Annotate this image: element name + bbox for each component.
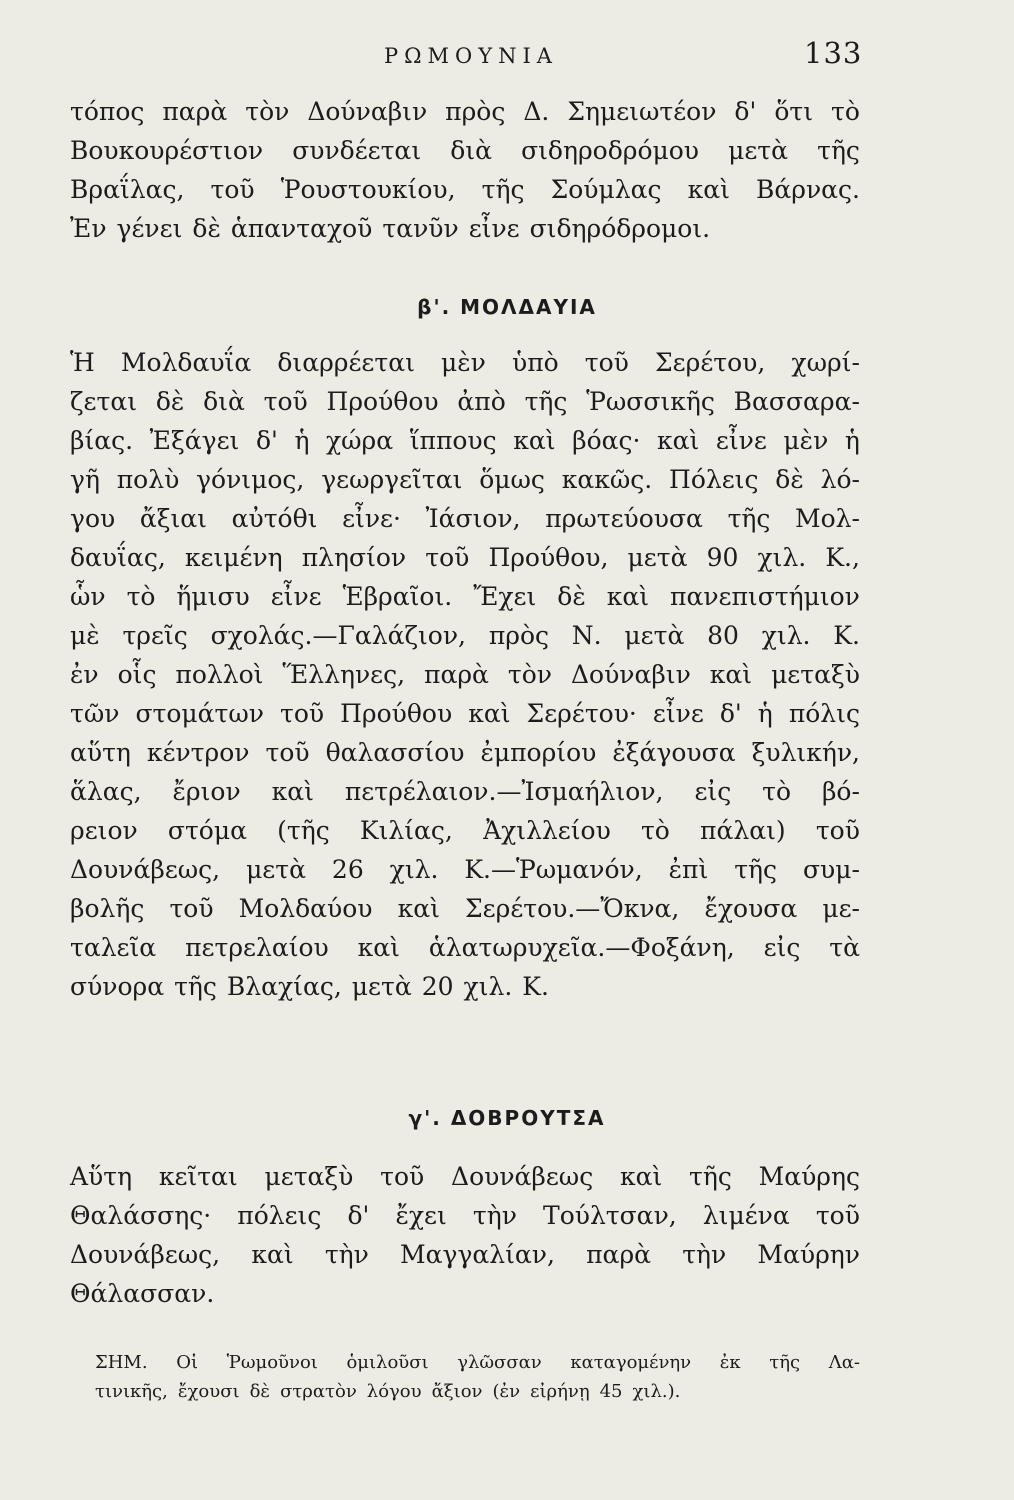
text-line: τόπος παρὰ τὸν Δούναβιν πρὸς Δ. Σημειωτέον δ' ὅτι τὸ <box>70 97 860 126</box>
text-line: ζεται δὲ διὰ τοῦ Προύθου ἀπὸ τῆς Ῥωσσικῆς Βασσαρα- <box>70 387 860 416</box>
moldavia-paragraph <box>70 343 860 1006</box>
footnote-line: τινικῆς, ἔχουσι δὲ στρατὸν λόγου ἄξιον (ἐν εἰρήνῃ 45 χιλ.). <box>95 1381 681 1402</box>
text-line: ρειον στόμα (τῆς Κιλίας, Ἀχιλλείου τὸ πάλαι) τοῦ <box>70 816 860 845</box>
text-line: γου ἄξιαι αὐτόθι εἶνε· Ἰάσιον, πρωτεύουσα τῆς Μολ- <box>70 504 860 533</box>
text-line: ἅλας, ἔριον καὶ πετρέλαιον.—Ἰσμαήλιον, εἰς τὸ βό- <box>70 777 860 806</box>
text-line: Δουνάβεως, μετὰ 26 χιλ. Κ.—Ῥωμανόν, ἐπὶ τῆς συμ- <box>70 855 860 884</box>
text-line: βίας. Ἐξάγει δ' ἡ χώρα ἵππους καὶ βόας· καὶ εἶνε μὲν ἡ <box>70 426 860 455</box>
footnote-line: ΣΗΜ. Οἱ Ῥωμοῦνοι ὁμιλοῦσι γλῶσσαν καταγομένην ἐκ τῆς Λα- <box>95 1352 860 1373</box>
intro-paragraph <box>70 92 860 248</box>
text-line: τῶν στομάτων τοῦ Προύθου καὶ Σερέτου· εἶνε δ' ἡ πόλις <box>70 699 860 728</box>
text-line: Θάλασσαν. <box>70 1279 215 1308</box>
text-line: Ἐν γένει δὲ ἁπανταχοῦ τανῦν εἶνε σιδηρόδρομοι. <box>70 214 711 243</box>
text-line: Βραΐλας, τοῦ Ῥουστουκίου, τῆς Σούμλας καὶ Βάρνας. <box>70 175 860 204</box>
text-line: ἐν οἷς πολλοὶ Ἕλληνες, παρὰ τὸν Δούναβιν καὶ μεταξὺ <box>70 660 860 689</box>
footnote <box>95 1348 860 1406</box>
text-line: Ἡ Μολδαυΐα διαρρέεται μὲν ὑπὸ τοῦ Σερέτου, χωρί- <box>70 348 860 377</box>
page-header <box>0 36 1014 86</box>
running-title: ΡΩΜΟΥΝΙΑ <box>384 44 558 68</box>
section-heading-dobrudja: γ'. ΔΟΒΡΟΥΤΣΑ <box>408 1106 606 1130</box>
dobrudja-paragraph <box>70 1157 860 1313</box>
text-line: αὕτη κέντρον τοῦ θαλασσίου ἐμπορίου ἐξάγουσα ξυλικήν, <box>70 738 860 767</box>
text-line: Αὕτη κεῖται μεταξὺ τοῦ Δουνάβεως καὶ τῆς Μαύρης <box>70 1162 860 1191</box>
text-line: Θαλάσσης· πόλεις δ' ἔχει τὴν Τούλτσαν, λιμένα τοῦ <box>70 1201 860 1230</box>
text-line: ταλεῖα πετρελαίου καὶ ἁλατωρυχεῖα.—Φοξάνη, εἰς τὰ <box>70 933 860 962</box>
text-line: μὲ τρεῖς σχολάς.—Γαλάζιον, πρὸς Ν. μετὰ 80 χιλ. Κ. <box>70 621 860 650</box>
text-line: Βουκουρέστιον συνδέεται διὰ σιδηροδρόμου μετὰ τῆς <box>70 136 860 165</box>
text-line: Δουνάβεως, καὶ τὴν Μαγγαλίαν, παρὰ τὴν Μαύρην <box>70 1240 860 1269</box>
text-line: δαυΐας, κειμένη πλησίον τοῦ Προύθου, μετὰ 90 χιλ. Κ., <box>70 543 860 572</box>
page-number: 133 <box>804 36 863 70</box>
text-line: βολῆς τοῦ Μολδαύου καὶ Σερέτου.—Ὄκνα, ἔχουσα με- <box>70 894 860 923</box>
section-heading-moldavia: β'. ΜΟΛΔΑΥΙΑ <box>417 295 597 319</box>
text-line: γῆ πολὺ γόνιμος, γεωργεῖται ὅμως κακῶς. Πόλεις δὲ λό- <box>70 465 860 494</box>
text-line: ὧν τὸ ἥμισυ εἶνε Ἑβραῖοι. Ἔχει δὲ καὶ πανεπιστήμιον <box>70 582 860 611</box>
text-line: σύνορα τῆς Βλαχίας, μετὰ 20 χιλ. Κ. <box>70 972 549 1001</box>
